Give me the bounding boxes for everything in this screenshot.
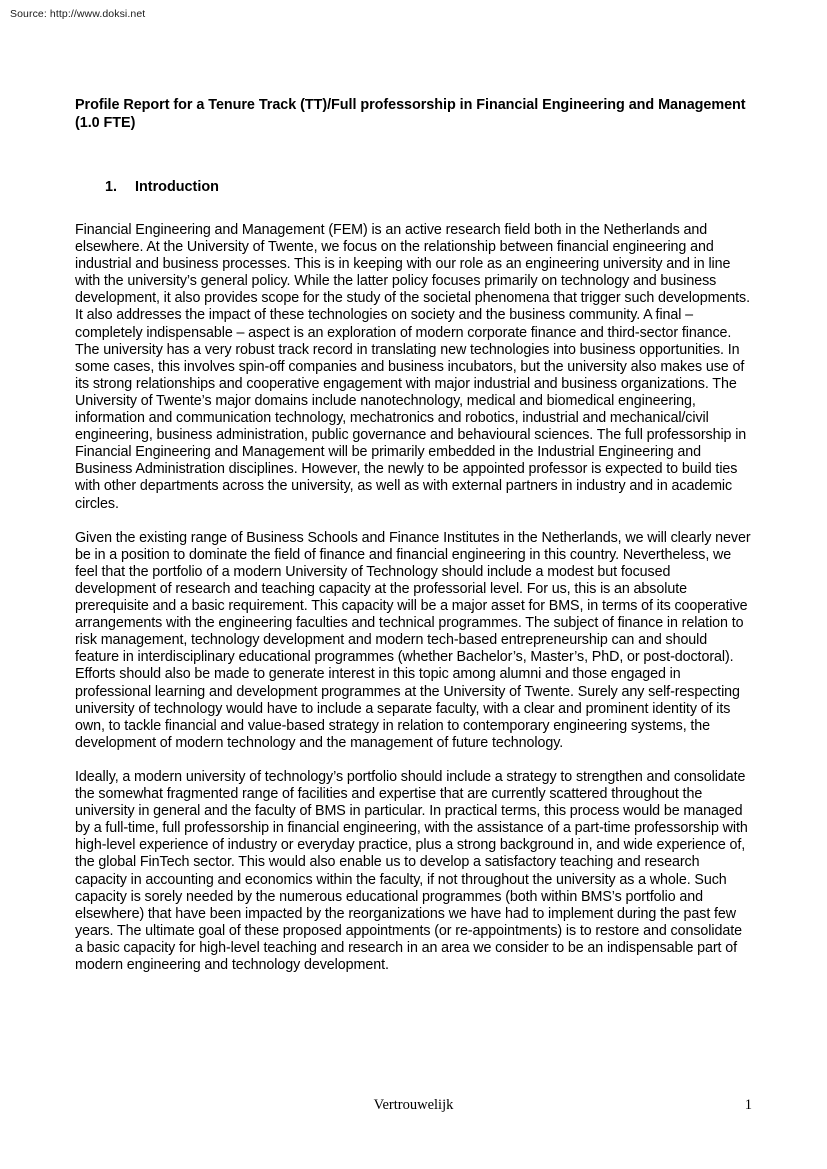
section-title: Introduction (135, 179, 219, 195)
body-paragraph: Ideally, a modern university of technology’s portfolio should include a strategy to strengthen and consolidate the somewhat fragmented range of facilities and expertise that are currently scattered throughout the university in general and the faculty of BMS in particular. In practical terms, this process would be managed by a full-time, full professorship in financial engineering, with the assistance of a part-time professorship with high-level experience of industry or everyday practice, plus a strong background in, and wide experience of, the global FinTech sector. This would also enable us to develop a satisfactory teaching and research capacity in accounting and economics within the faculty, if not throughout the university as a whole. Such capacity is sorely needed by the numerous educational programmes (both within BMS’s portfolio and elsewhere) that have been impacted by the reorganizations we have had to implement during the past few years. The ultimate goal of these proposed appointments (or re-appointments) is to restore and consolidate a basic capacity for high-level teaching and research in an area we consider to be an indispensable part of modern engineering and technology development. (75, 769, 748, 974)
body-paragraph: Financial Engineering and Management (FEM) is an active research field both in the Netherlands and elsewhere. At the University of Twente, we focus on the relationship between financial engineering and industrial and business processes. This is in keeping with our role as an engineering university and in line with the university’s general policy. While the latter policy focuses primarily on technology and business development, it also provides scope for the study of the societal phenomena that trigger such developments. It also addresses the impact of these technologies on society and the business community. A final – completely indispensable – aspect is an exploration of modern corporate finance and third-sector finance. The university has a very robust track record in translating new technologies into business opportunities. In some cases, this involves spin-off companies and business incubators, but the university also makes use of its strong relationships and cooperative engagement with major industrial and business organizations. The University of Twente’s major domains include nanotechnology, medical and biomedical engineering, information and communication technology, mechatronics and robotics, industrial and mechanical/civil engineering, business administration, public governance and behavioural sciences. The full professorship in Financial Engineering and Management will be primarily embedded in the Industrial Engineering and Business Administration disciplines. However, the newly to be appointed professor is expected to build ties with other departments across the university, as well as with external partners in industry and in academic circles. (75, 222, 751, 512)
page-title: Profile Report for a Tenure Track (TT)/Full professorship in Financial Engineering and Management (1.0 FTE) (75, 97, 746, 131)
document-content (75, 97, 752, 974)
section-heading (75, 179, 752, 196)
page-footer (75, 1097, 752, 1114)
source-watermark: Source: http://www.doksi.net (10, 8, 146, 20)
footer-page-number: 1 (744, 1097, 752, 1113)
footer-confidentiality-label: Vertrouwelijk (373, 1097, 454, 1113)
section-number: 1. (105, 179, 118, 195)
body-paragraph: Given the existing range of Business Schools and Finance Institutes in the Netherlands, we will clearly never be in a position to dominate the field of finance and financial engineering in this country. Nevertheless, we feel that the portfolio of a modern University of Technology should include a modest but focused development of research and teaching capacity at the professorial level. For us, this is an absolute prerequisite and a basic requirement. This capacity will be a major asset for BMS, in terms of its cooperative arrangements with the engineering faculties and technical programmes. The subject of finance in relation to risk management, technology development and modern tech-based entrepreneurship can and should feature in interdisciplinary educational programmes (whether Bachelor’s, Master’s, PhD, or post-doctoral). Efforts should also be made to generate interest in this topic among alumni and those engaged in professional learning and development programmes at the University of Twente. Surely any self-respecting university of technology would have to include a separate faculty, with a clear and prominent identity of its own, to tackle financial and value-based strategy in relation to contemporary engineering systems, the development of modern technology and the management of future technology. (75, 529, 751, 751)
